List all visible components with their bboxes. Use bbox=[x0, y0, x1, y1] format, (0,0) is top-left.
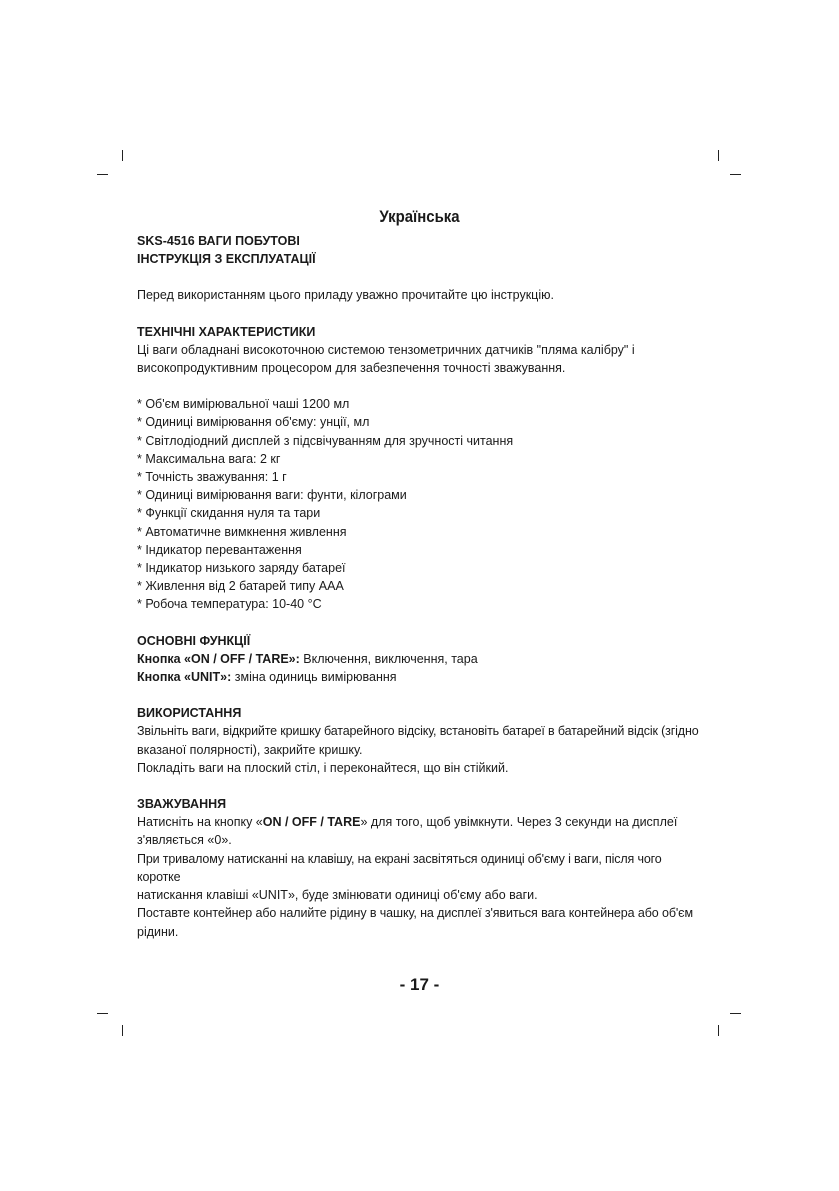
usage-line: Покладіть ваги на плоский стіл, і переконайтеся, що він стійкий. bbox=[137, 760, 509, 775]
specs-text-line: високопродуктивним процесором для забезпечення точності зважування. bbox=[137, 361, 566, 376]
spec-item: * Індикатор низького заряду батареї bbox=[137, 561, 346, 576]
usage-heading: ВИКОРИСТАННЯ bbox=[137, 706, 242, 721]
usage-line: вказаної полярності), закрийте кришку. bbox=[137, 742, 363, 757]
weighing-line: з'являється «0». bbox=[137, 833, 232, 848]
spec-item: * Світлодіодний дисплей з підсвічуванням для зручності читання bbox=[137, 433, 514, 448]
crop-mark bbox=[122, 150, 123, 161]
spec-item: * Індикатор перевантаження bbox=[137, 542, 302, 557]
crop-mark bbox=[97, 1013, 108, 1014]
crop-mark bbox=[718, 150, 719, 161]
crop-mark bbox=[718, 1025, 719, 1036]
specs-heading: ТЕХНІЧНІ ХАРАКТЕРИСТИКИ bbox=[137, 324, 316, 339]
specs-text-line: Ці ваги обладнані високоточною системою тензометричних датчиків "пляма калібру" і bbox=[137, 342, 635, 357]
function-unit bbox=[137, 668, 707, 686]
function-label: Кнопка «ON / OFF / TARE»: bbox=[137, 651, 300, 666]
function-text: зміна одиниць вимірювання bbox=[231, 670, 397, 685]
function-on-off-tare bbox=[137, 650, 707, 668]
spec-item: * Одиниці вимірювання об'єму: унції, мл bbox=[137, 415, 370, 430]
weighing-heading: ЗВАЖУВАННЯ bbox=[137, 797, 227, 812]
crop-mark bbox=[122, 1025, 123, 1036]
spec-item: * Одиниці вимірювання ваги: фунти, кілограми bbox=[137, 488, 407, 503]
intro-text: Перед використанням цього приладу уважно прочитайте цю інструкцію. bbox=[137, 288, 554, 303]
spec-item: * Живлення від 2 батарей типу AAA bbox=[137, 579, 344, 594]
crop-mark bbox=[97, 174, 108, 175]
function-label: Кнопка «UNIT»: bbox=[137, 670, 232, 685]
spec-item: * Максимальна вага: 2 кг bbox=[137, 451, 281, 466]
document-title: ІНСТРУКЦІЯ З ЕКСПЛУАТАЦІЇ bbox=[137, 252, 316, 267]
weighing-text: » для того, щоб увімкнути. Через 3 секунди на дисплеї bbox=[360, 815, 678, 830]
weighing-line: рідини. bbox=[137, 924, 179, 939]
weighing-line: Поставте контейнер або налийте рідину в чашку, на дисплеї з'явиться вага контейнера або об'єм bbox=[137, 906, 693, 921]
usage-line: Звільніть ваги, відкрийте кришку батарейного відсіку, встановіть батареї в батарейний відсік (згідно bbox=[137, 724, 699, 739]
weighing-line: При тривалому натисканні на клавішу, на екрані засвітяться одиниці об'єму і ваги, після чого коротке bbox=[137, 851, 662, 884]
model-title: SKS-4516 ВАГИ ПОБУТОВІ bbox=[137, 234, 300, 248]
spec-item: * Точність зважування: 1 г bbox=[137, 470, 287, 485]
weighing-text: Натисніть на кнопку « bbox=[137, 815, 263, 830]
spec-item: * Автоматичне вимкнення живлення bbox=[137, 524, 347, 539]
document-body bbox=[137, 232, 707, 941]
spec-item: * Об'єм вимірювальної чаші 1200 мл bbox=[137, 397, 350, 412]
button-name: ON / OFF / TARE bbox=[262, 815, 361, 830]
functions-heading: ОСНОВНІ ФУНКЦІЇ bbox=[137, 633, 251, 648]
weighing-line bbox=[137, 813, 707, 831]
function-text: Включення, виключення, тара bbox=[299, 651, 478, 666]
crop-mark bbox=[730, 174, 741, 175]
spec-item: * Робоча температура: 10-40 °С bbox=[137, 597, 322, 612]
language-heading: Українська bbox=[379, 207, 460, 226]
crop-mark bbox=[730, 1013, 741, 1014]
weighing-line: натискання клавіші «UNIT», буде змінювати одиниці об'єму або ваги. bbox=[137, 888, 538, 903]
page-number: - 17 - bbox=[399, 975, 440, 994]
spec-item: * Функції скидання нуля та тари bbox=[137, 506, 321, 521]
